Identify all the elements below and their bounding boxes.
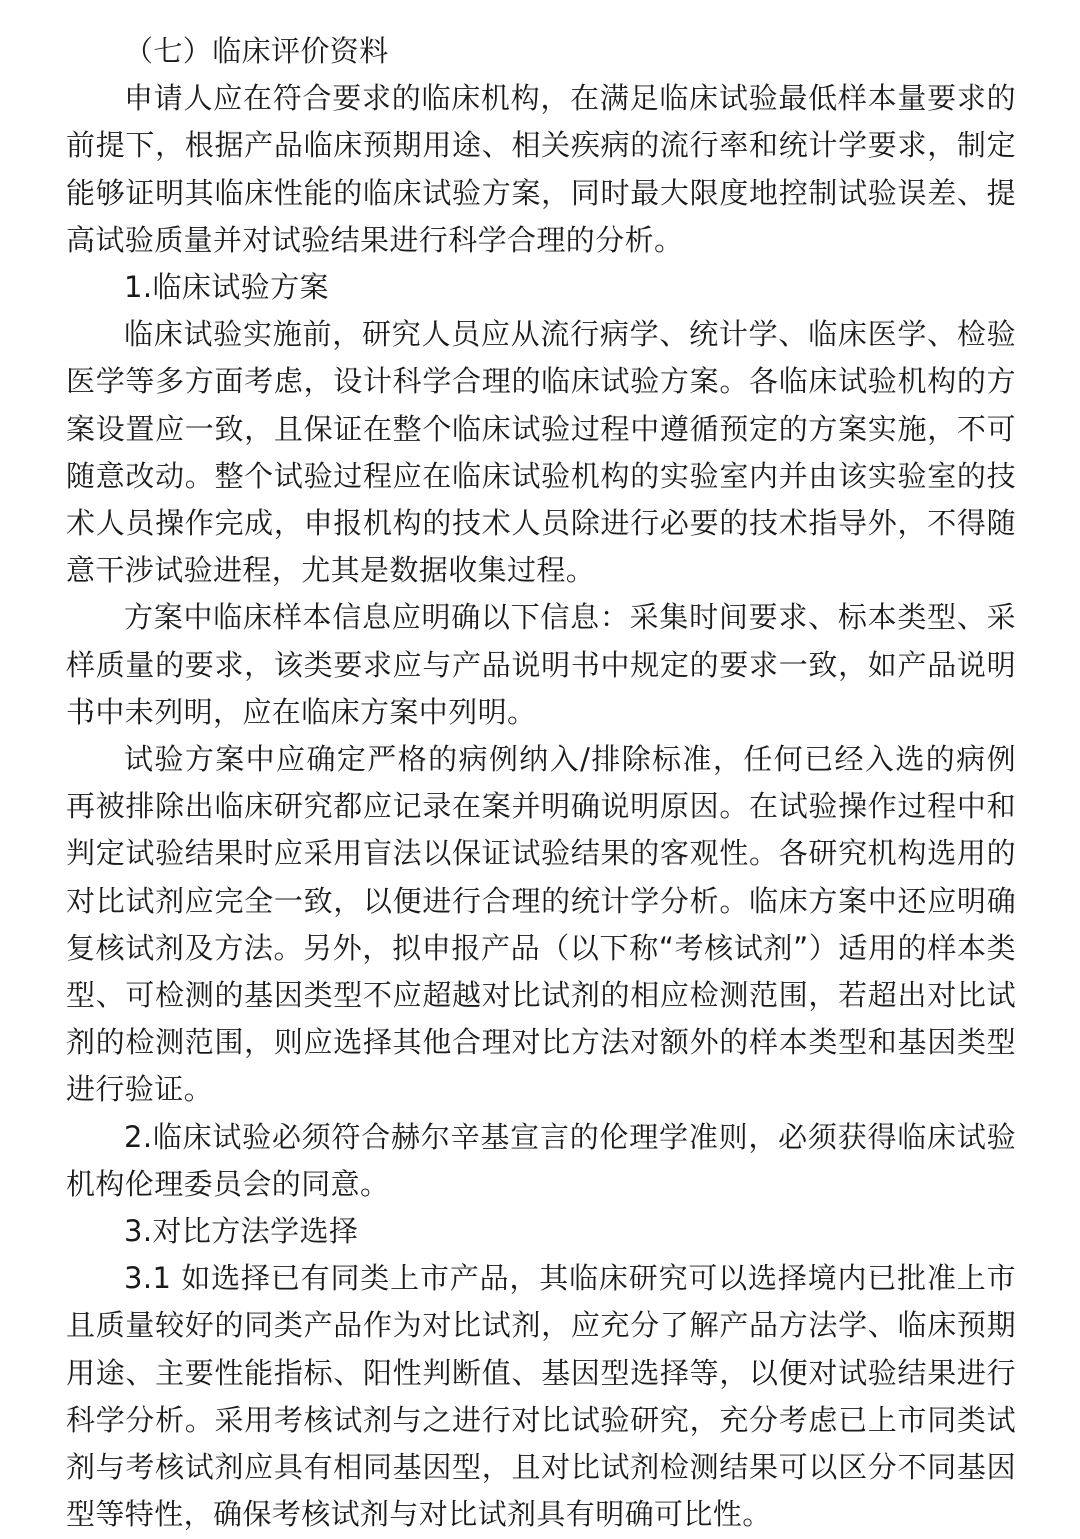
item1-paragraph-2: 方案中临床样本信息应明确以下信息：采集时间要求、标本类型、采样质量的要求，该类要求应与产品说明书中规定的要求一致，如产品说明书中未列明，应在临床方案中列明。 — [66, 600, 1016, 729]
document-page — [66, 28, 1016, 1539]
item3-heading: 3.对比方法学选择 — [124, 1214, 359, 1249]
intro-paragraph: 申请人应在符合要求的临床机构，在满足临床试验最低样本量要求的前提下，根据产品临床预期用途、相关疾病的流行率和统计学要求，制定能够证明其临床性能的临床试验方案，同时最大限度地控制试验误差、提高试验质量并对试验结果进行科学合理的分析。 — [66, 81, 1016, 257]
item3-1-paragraph: 3.1 如选择已有同类上市产品，其临床研究可以选择境内已批准上市且质量较好的同类产品作为对比试剂，应充分了解产品方法学、临床预期用途、主要性能指标、阳性判断值、基因型选择等，以便对试验结果进行科学分析。采用考核试剂与之进行对比试验研究，充分考虑已上市同类试剂与考核试剂应具有相同基因型，且对比试剂检测结果可以区分不同基因型等特性，确保考核试剂与对比试剂具有明确可比性。 — [66, 1261, 1016, 1532]
item1-paragraph-1: 临床试验实施前，研究人员应从流行病学、统计学、临床医学、检验医学等多方面考虑，设计科学合理的临床试验方案。各临床试验机构的方案设置应一致，且保证在整个临床试验过程中遵循预定的方案实施，不可随意改动。整个试验过程应在临床试验机构的实验室内并由该实验室的技术人员操作完成，申报机构的技术人员除进行必要的技术指导外，不得随意干涉试验进程，尤其是数据收集过程。 — [66, 317, 1016, 588]
item1-heading: 1.临床试验方案 — [124, 270, 329, 305]
item1-paragraph-3: 试验方案中应确定严格的病例纳入/排除标准，任何已经入选的病例再被排除出临床研究都应记录在案并明确说明原因。在试验操作过程中和判定试验结果时应采用盲法以保证试验结果的客观性。各研究机构选用的对比试剂应完全一致，以便进行合理的统计学分析。临床方案中还应明确复核试剂及方法。另外，拟申报产品（以下称“考核试剂”）适用的样本类型、可检测的基因类型不应超越对比试剂的相应检测范围，若超出对比试剂的检测范围，则应选择其他合理对比方法对额外的样本类型和基因类型进行验证。 — [66, 742, 1016, 1107]
item2-paragraph: 2.临床试验必须符合赫尔辛基宣言的伦理学准则，必须获得临床试验机构伦理委员会的同意。 — [66, 1119, 1016, 1201]
section-heading: （七）临床评价资料 — [124, 34, 389, 68]
